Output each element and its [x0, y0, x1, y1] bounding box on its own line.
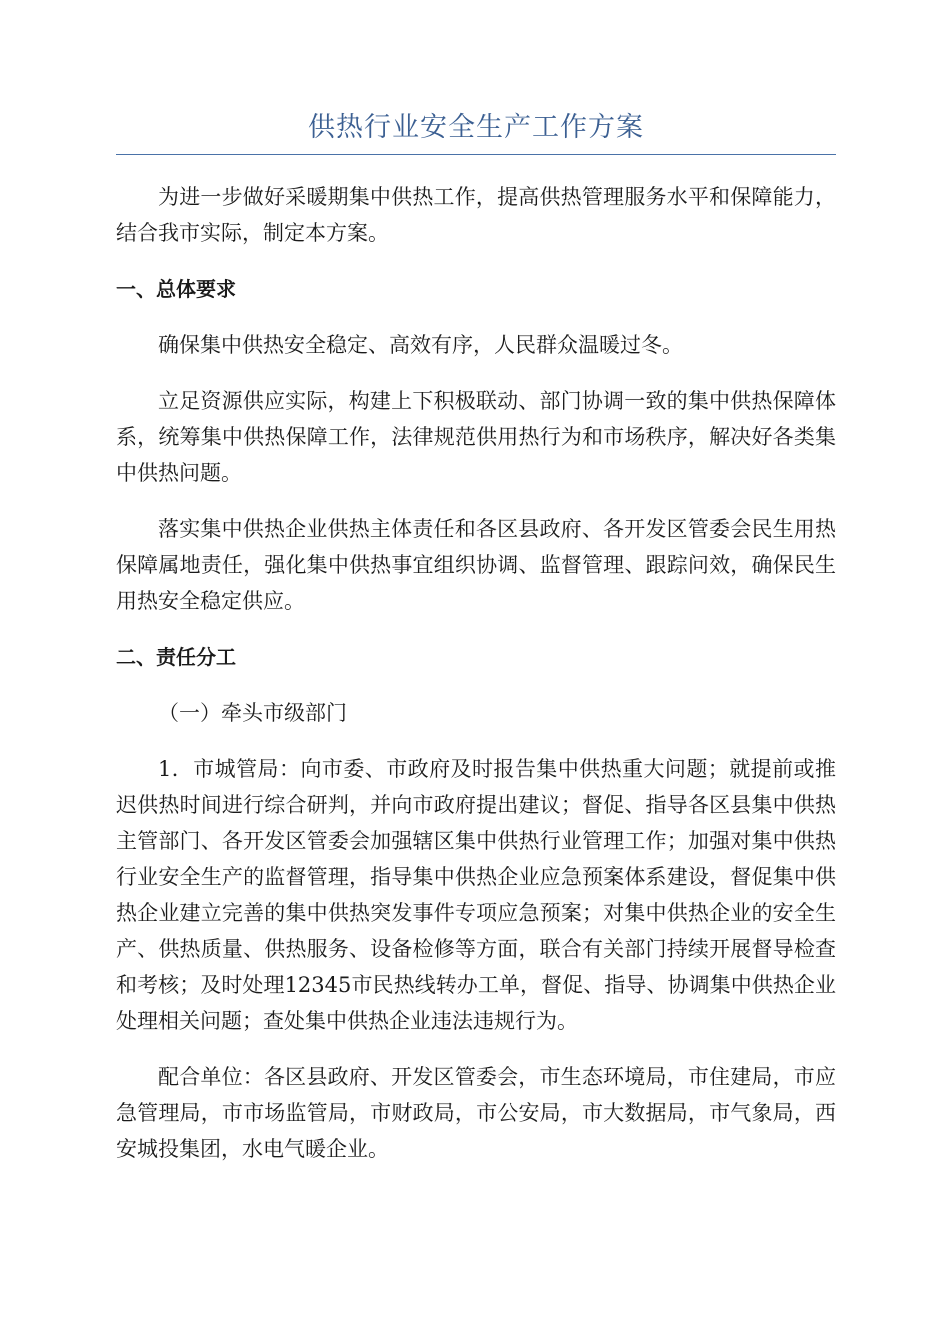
- paragraph-city-management-bureau: 1．市城管局：向市委、市政府及时报告集中供热重大问题；就提前或推迟供热时间进行综合研判，并向市政府提出建议；督促、指导各区县集中供热主管部门、各开发区管委会加强辖区集中供热行业管理工作；加强对集中供热行业安全生产的监督管理，指导集中供热企业应急预案体系建设，督促集中供热企业建立完善的集中供热突发事件专项应急预案；对集中供热企业的安全生产、供热质量、供热服务、设备检修等方面，联合有关部门持续开展督导检查和考核；及时处理12345市民热线转办工单，督促、指导、协调集中供热企业处理相关问题；查处集中供热企业违法违规行为。: [116, 757, 836, 1033]
- paragraph-system: 立足资源供应实际，构建上下积极联动、部门协调一致的集中供热保障体系，统筹集中供热保障工作，法律规范供用热行为和市场秩序，解决好各类集中供热问题。: [116, 389, 836, 485]
- paragraph-responsibility: 落实集中供热企业供热主体责任和各区县政府、各开发区管委会民生用热保障属地责任，强化集中供热事宜组织协调、监督管理、跟踪问效，确保民生用热安全稳定供应。: [116, 517, 836, 613]
- paragraph-cooperating-units: 配合单位：各区县政府、开发区管委会，市生态环境局，市住建局，市应急管理局，市市场监管局，市财政局，市公安局，市大数据局，市气象局，西安城投集团，水电气暖企业。: [116, 1065, 836, 1161]
- paragraph-goal: 确保集中供热安全稳定、高效有序，人民群众温暖过冬。: [158, 333, 683, 357]
- section-heading-division-of-duties: 二、责任分工: [116, 645, 236, 669]
- document-title: 供热行业安全生产工作方案: [116, 108, 836, 155]
- section-heading-general-requirements: 一、总体要求: [116, 277, 236, 301]
- intro-paragraph: 为进一步做好采暖期集中供热工作，提高供热管理服务水平和保障能力，结合我市实际，制定本方案。: [116, 185, 836, 245]
- document-page: [116, 108, 836, 1167]
- document-body: [116, 179, 836, 1167]
- subsection-heading-lead-departments: （一）牵头市级部门: [158, 701, 347, 725]
